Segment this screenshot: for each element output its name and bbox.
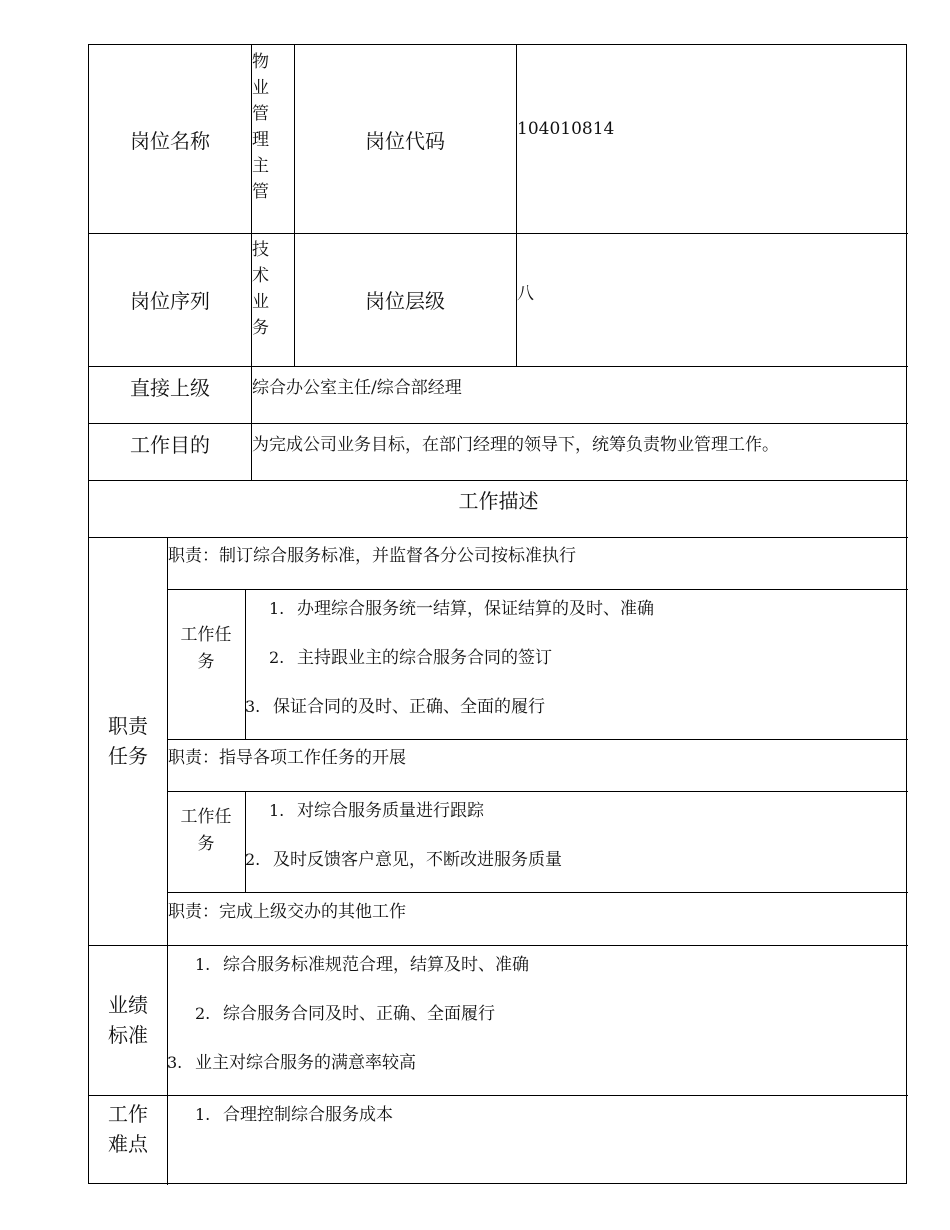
difficulty-label: 工作难点 [108, 1102, 148, 1156]
post-name-label: 岗位名称 [130, 128, 210, 153]
performance-label: 业绩标准 [108, 993, 148, 1047]
duty1-title: 职责：制订综合服务标准，并监督各分公司按标准执行 [168, 546, 576, 566]
list-item: 1. 合理控制综合服务成本 [195, 1105, 393, 1125]
duty2-task-label: 工作任务 [180, 807, 232, 854]
description-title: 工作描述 [458, 488, 539, 513]
superior-label: 直接上级 [130, 375, 210, 400]
list-item: 2. 综合服务合同及时、正确、全面履行 [195, 1004, 495, 1024]
post-series-label: 岗位序列 [130, 289, 210, 313]
list-item: 3. 保证合同的及时、正确、全面的履行 [245, 697, 545, 717]
duty1-task-label: 工作任务 [180, 625, 232, 672]
job-description-table [88, 44, 907, 1184]
list-item: 1. 对综合服务质量进行跟踪 [269, 801, 484, 821]
list-item: 3. 业主对综合服务的满意率较高 [167, 1053, 416, 1073]
post-name-value: 物业管理主管 [252, 52, 269, 202]
post-code-value: 104010814 [517, 119, 615, 139]
purpose-label: 工作目的 [130, 432, 210, 457]
duties-label: 职责任务 [108, 714, 148, 768]
duty2-title: 职责：指导各项工作任务的开展 [168, 748, 406, 768]
list-item: 2. 主持跟业主的综合服务合同的签订 [269, 648, 552, 668]
list-item: 2. 及时反馈客户意见，不断改进服务质量 [245, 850, 562, 870]
duty3-title: 职责：完成上级交办的其他工作 [168, 902, 406, 922]
post-level-label: 岗位层级 [365, 289, 445, 313]
post-series-value: 技术业务 [252, 240, 269, 338]
superior-value: 综合办公室主任/综合部经理 [252, 378, 462, 398]
post-level-value: 八 [517, 284, 534, 304]
post-code-label: 岗位代码 [365, 128, 445, 153]
list-item: 1. 办理综合服务统一结算，保证结算的及时、准确 [269, 599, 654, 619]
purpose-value: 为完成公司业务目标，在部门经理的领导下，统筹负责物业管理工作。 [252, 435, 779, 455]
list-item: 1. 综合服务标准规范合理，结算及时、准确 [195, 955, 529, 975]
